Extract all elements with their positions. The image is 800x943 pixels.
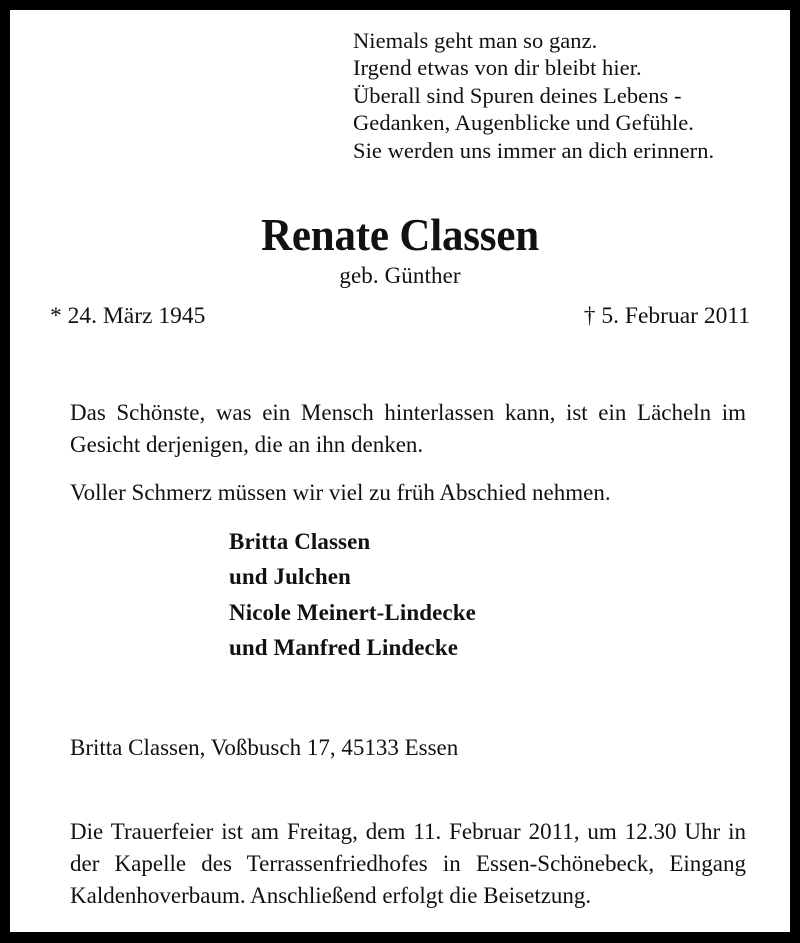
poem-line: Niemals geht man so ganz.: [353, 28, 598, 53]
death-date: † 5. Februar 2011: [583, 303, 750, 329]
poem-line: Gedanken, Augenblicke und Gefühle.: [353, 110, 694, 136]
grief-statement-block: [70, 454, 746, 532]
mourner-line: Nicole Meinert-Lindecke: [229, 599, 476, 625]
poem-line: Überall sind Spuren deines Lebens -: [353, 82, 682, 108]
mourner-line: und Julchen: [229, 564, 351, 590]
obituary-notice-card: [10, 10, 790, 932]
poem-line: Irgend etwas von dir bleibt hier.: [353, 55, 642, 81]
mourners-list: [229, 524, 709, 666]
birth-date: * 24. März 1945: [50, 303, 206, 329]
mourner-line: Britta Classen: [229, 529, 371, 554]
mourner-line: und Manfred Lindecke: [229, 635, 459, 661]
funeral-details-block: [70, 793, 746, 932]
grief-statement-text: Voller Schmerz müssen wir viel zu früh Abschied nehmen.: [70, 480, 611, 505]
contact-address-text: Britta Classen, Voßbusch 17, 45133 Essen: [70, 735, 459, 760]
memorial-poem: [353, 27, 783, 164]
funeral-details-text: Die Trauerfeier ist am Freitag, dem 11. Februar 2011, um 12.30 Uhr in der Kapelle des Terrassenfriedhofes in Essen-Schönebeck, Eingang Kaldenhoverbaum. Anschließend erfolgt die Beisetzung.: [70, 819, 746, 908]
deceased-name-block: [10, 209, 790, 290]
life-dates-row: [50, 301, 750, 331]
poem-line: Sie werden uns immer an dich erinnern.: [353, 137, 715, 163]
deceased-name: Renate Classen: [261, 210, 539, 260]
deceased-maiden-name: geb. Günther: [339, 263, 461, 288]
contact-address-block: [70, 709, 746, 787]
memorial-quote-text: Das Schönste, was ein Mensch hinterlassen kann, ist ein Lächeln im Gesicht derjenigen, die an ihn denken.: [70, 400, 746, 457]
